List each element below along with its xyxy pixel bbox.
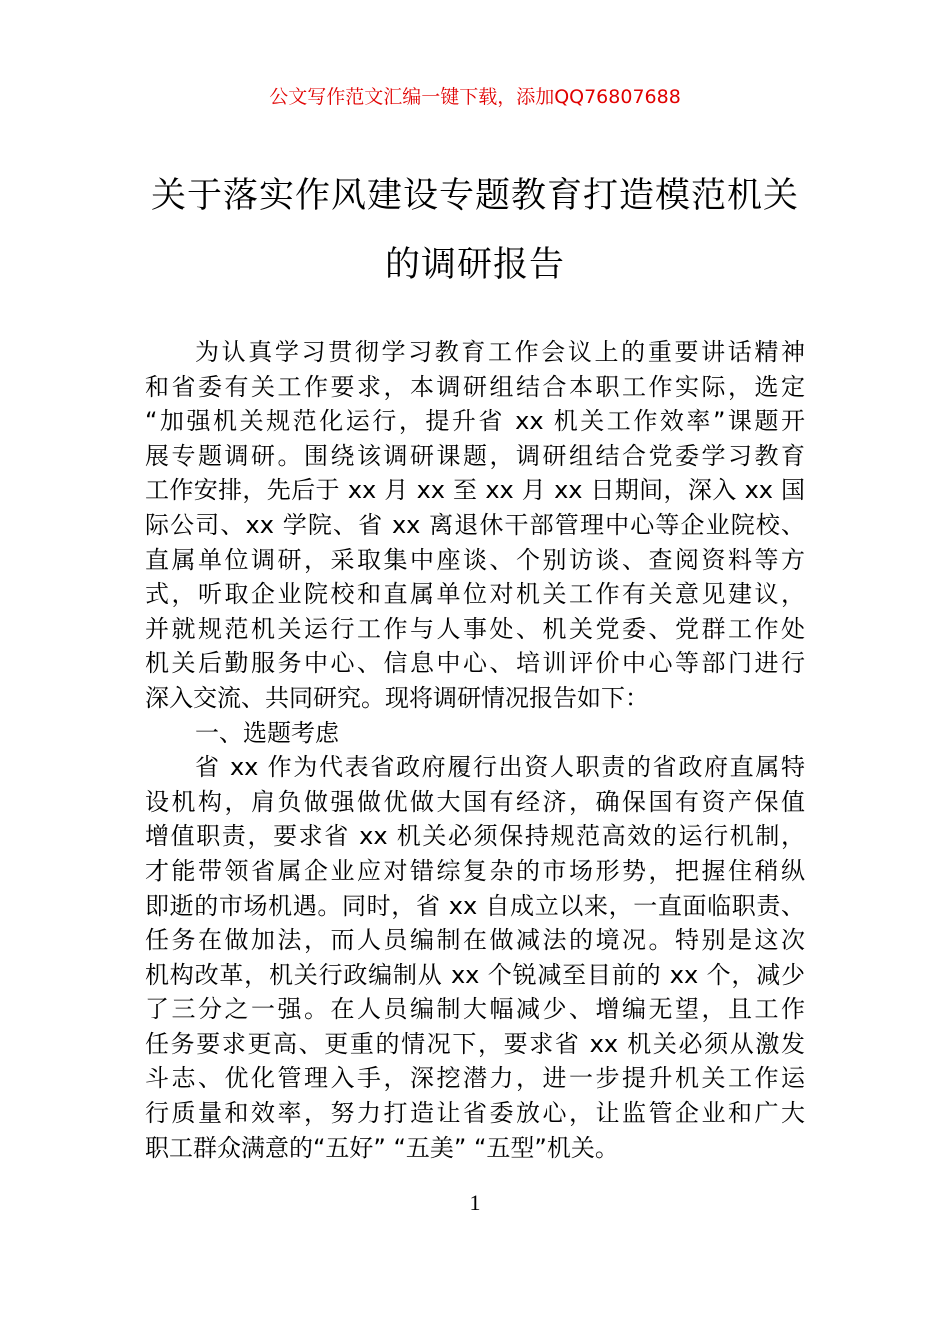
paragraph-line: 增值职责，要求省 xx 机关必须保持规范高效的运行机制，	[145, 822, 805, 851]
paragraph-line: 任务要求更高、更重的情况下，要求省 xx 机关必须从激发	[145, 1029, 805, 1058]
paragraph-line: 直属单位调研，采取集中座谈、个别访谈、查阅资料等方	[145, 545, 805, 574]
paragraph-line: 行质量和效率，努力打造让省委放心，让监管企业和广大	[145, 1099, 805, 1128]
paragraph-line: 式，听取企业院校和直属单位对机关工作有关意见建议，	[145, 580, 805, 609]
paragraph-line: 并就规范机关运行工作与人事处、机关党委、党群工作处	[145, 614, 805, 643]
paragraph-line: 即逝的市场机遇。同时，省 xx 自成立以来，一直面临职责、	[145, 891, 805, 920]
paragraph-line: 斗志、优化管理入手，深挖潜力，进一步提升机关工作运	[145, 1064, 805, 1093]
document-title-line-2: 的调研报告	[384, 245, 565, 285]
paragraph-line: 机构改革，机关行政编制从 xx 个锐减至目前的 xx 个，减少	[145, 960, 805, 989]
paragraph-line: 机关后勤服务中心、信息中心、培训评价中心等部门进行	[145, 649, 805, 678]
paragraph-line: 工作安排，先后于 xx 月 xx 至 xx 月 xx 日期间，深入 xx 国	[145, 476, 805, 505]
section-heading: 一、选题考虑	[195, 718, 339, 747]
paragraph-line: 省 xx 作为代表省政府履行出资人职责的省政府直属特	[195, 753, 805, 782]
paragraph-line: 为认真学习贯彻学习教育工作会议上的重要讲话精神	[195, 338, 805, 366]
download-banner: 公文写作范文汇编一键下载，添加QQ76807688	[269, 86, 681, 108]
page-number: 1	[469, 1190, 481, 1215]
paragraph-line: 了三分之一强。在人员编制大幅减少、增编无望，且工作	[145, 995, 805, 1024]
paragraph-line: 任务在做加法，而人员编制在做减法的境况。特别是这次	[145, 926, 805, 955]
paragraph-line: 设机构，肩负做强做优做大国有经济，确保国有资产保值	[145, 787, 805, 816]
document-body	[145, 335, 805, 1165]
paragraph-line: 才能带领省属企业应对错综复杂的市场形势，把握住稍纵	[145, 856, 805, 885]
paragraph-line: “加强机关规范化运行，提升省 xx 机关工作效率”课题开	[145, 407, 805, 436]
paragraph-line: 际公司、xx 学院、省 xx 离退休干部管理中心等企业院校、	[145, 510, 805, 539]
paragraph-line: 和省委有关工作要求，本调研组结合本职工作实际，选定	[145, 372, 805, 401]
document-title-line-1: 关于落实作风建设专题教育打造模范机关	[150, 176, 799, 216]
paragraph-line: 展专题调研。围绕该调研课题，调研组结合党委学习教育	[145, 441, 805, 470]
paragraph-line: 深入交流、共同研究。现将调研情况报告如下：	[145, 683, 649, 712]
paragraph-line: 职工群众满意的“五好” “五美” “五型”机关。	[145, 1133, 619, 1162]
